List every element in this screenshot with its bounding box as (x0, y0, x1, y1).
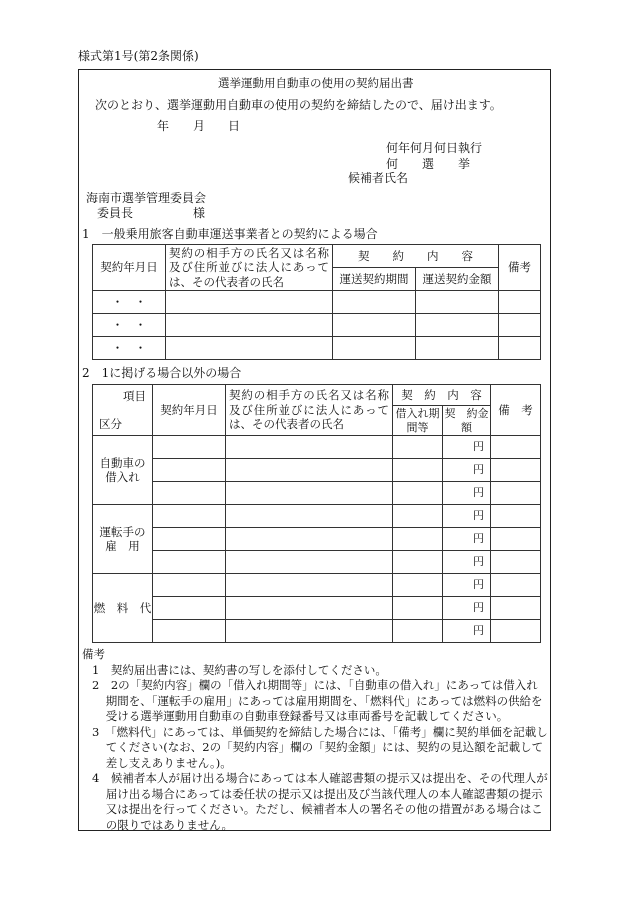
s2-cell[interactable] (226, 459, 393, 482)
section2-heading: 2 1に掲げる場合以外の場合 (82, 366, 242, 380)
note-item: 1 契約届出書には、契約書の写しを添付してください。 (92, 662, 387, 677)
s2-cell[interactable] (153, 436, 226, 459)
s2-amount-cell[interactable]: 円 (443, 528, 491, 551)
s2-cell[interactable] (226, 528, 393, 551)
addressee-chair: 委員長 様 (97, 206, 206, 220)
s1-header-remarks: 備考 (499, 245, 541, 291)
s2-header-party: 契約の相手方の氏名又は名称及び住所並びに法人にあっては、その代表者の氏名 (226, 385, 393, 436)
s2-cell[interactable] (491, 505, 541, 528)
election-date: 何年何月何日執行 (386, 141, 483, 155)
s2-amount-cell[interactable]: 円 (443, 482, 491, 505)
form-title: 選挙運動用自動車の使用の契約届出書 (218, 76, 414, 90)
s2-cell[interactable] (491, 574, 541, 597)
s2-cell[interactable] (393, 436, 443, 459)
s1-header-party: 契約の相手方の氏名又は名称及び住所並びに法人にあっては、その代表者の氏名 (166, 245, 333, 291)
notes-heading: 備考 (82, 647, 105, 661)
s2-header-contract: 契 約 内 容 (393, 385, 491, 406)
note-item: 4 候補者本人が届け出る場合にあっては本人確認書類の提示又は提出を、その代理人が届け出る場合にあっては委任状の提示又は提出及び当該代理人の本人確認書類の提示又は提出を行ってください。ただし、候補者本人の署名その他の措置がある場合はこの限りではありません。 (92, 771, 548, 832)
section2-table (92, 384, 541, 643)
s2-cell[interactable] (153, 551, 226, 574)
s2-cell[interactable] (153, 574, 226, 597)
note-item: 3 「燃料代」にあっては、単価契約を締結した場合には、「備考」欄に契約単価を記載してください(なお、2の「契約内容」欄の「契約金額」には、契約の見込額を記載して差し支えありません。)。 (92, 724, 548, 770)
s1-row-party[interactable] (166, 291, 333, 314)
intro-text: 次のとおり、選挙運動用自動車の使用の契約を締結したので、届け出ます。 (95, 98, 502, 112)
date-year: 年 (157, 119, 170, 133)
date-day: 日 (228, 119, 241, 133)
s2-amount-cell[interactable]: 円 (443, 574, 491, 597)
s2-cell[interactable] (491, 551, 541, 574)
s1-row-party[interactable] (166, 314, 333, 337)
s2-cell[interactable] (393, 482, 443, 505)
s2-cell[interactable] (491, 620, 541, 643)
s2-cell[interactable] (491, 459, 541, 482)
s1-row-period[interactable] (333, 337, 416, 360)
s2-header-item: 項目 (123, 389, 146, 403)
s2-cell[interactable] (226, 436, 393, 459)
addressee-committee: 海南市選挙管理委員会 (86, 191, 207, 205)
s2-cell[interactable] (491, 597, 541, 620)
s2-header-period: 借入れ期間等 (393, 406, 443, 436)
s1-header-date: 契約年月日 (93, 245, 166, 291)
s2-cell[interactable] (226, 620, 393, 643)
s2-cell[interactable] (153, 597, 226, 620)
s2-amount-cell[interactable]: 円 (443, 620, 491, 643)
s2-cell[interactable] (226, 482, 393, 505)
s1-row-remarks[interactable] (499, 314, 541, 337)
s2-group-label: 燃 料 代 (93, 574, 153, 643)
s1-row-period[interactable] (333, 291, 416, 314)
s2-amount-cell[interactable]: 円 (443, 459, 491, 482)
s2-cell[interactable] (393, 528, 443, 551)
form-number: 様式第1号(第2条関係) (78, 49, 199, 63)
s2-amount-cell[interactable]: 円 (443, 436, 491, 459)
s2-cell[interactable] (393, 620, 443, 643)
s2-amount-cell[interactable]: 円 (443, 505, 491, 528)
s2-cell[interactable] (393, 459, 443, 482)
s1-row-amount[interactable] (416, 291, 499, 314)
s2-cell[interactable] (153, 482, 226, 505)
s2-group-label: 運転手の雇 用 (93, 505, 153, 574)
s2-amount-cell[interactable]: 円 (443, 597, 491, 620)
s2-cell[interactable] (153, 459, 226, 482)
s2-cell[interactable] (491, 528, 541, 551)
note-item: 2 2の「契約内容」欄の「借入れ期間等」には、「自動車の借入れ」にあっては借入れ期間を、「運転手の雇用」にあっては雇用期間を、「燃料代」にあっては燃料の供給を受ける選挙運動用自動車の自動車登録番号又は車両番号を記載してください。 (92, 678, 543, 723)
s2-header-kubun: 区分 (99, 416, 122, 431)
election-name: 何 選 挙 (386, 157, 471, 171)
s1-row-date[interactable]: ・ ・ (93, 337, 166, 360)
s1-header-amount: 運送契約金額 (416, 268, 499, 291)
s1-row-date[interactable]: ・ ・ (93, 291, 166, 314)
s1-header-period: 運送契約期間 (333, 268, 416, 291)
s2-cell[interactable] (393, 597, 443, 620)
s1-row-amount[interactable] (416, 314, 499, 337)
s2-header-date: 契約年月日 (153, 385, 226, 436)
s2-cell[interactable] (226, 505, 393, 528)
section1-heading: 1 一般乗用旅客自動車運送事業者との契約による場合 (82, 227, 378, 241)
s2-cell[interactable] (226, 551, 393, 574)
candidate-name-label: 候補者氏名 (348, 171, 409, 185)
s2-cell[interactable] (153, 528, 226, 551)
s2-cell[interactable] (226, 574, 393, 597)
s1-row-amount[interactable] (416, 337, 499, 360)
s2-cell[interactable] (393, 505, 443, 528)
s2-header-amount: 契 約金 額 (444, 406, 500, 434)
s2-cell[interactable] (153, 620, 226, 643)
s2-cell[interactable] (491, 482, 541, 505)
date-month: 月 (193, 119, 206, 133)
s2-cell[interactable] (226, 597, 393, 620)
notes-section (82, 647, 548, 833)
s2-cell[interactable] (393, 574, 443, 597)
s1-row-remarks[interactable] (499, 291, 541, 314)
s1-header-contract: 契 約 内 容 (333, 245, 499, 268)
s2-header-remarks: 備 考 (491, 385, 541, 436)
s2-group-label: 自動車の借入れ (93, 436, 153, 505)
s1-row-date[interactable]: ・ ・ (93, 314, 166, 337)
s1-row-party[interactable] (166, 337, 333, 360)
s2-cell[interactable] (393, 551, 443, 574)
s2-cell[interactable] (153, 505, 226, 528)
s2-amount-cell[interactable]: 円 (443, 551, 491, 574)
section1-table (92, 244, 541, 360)
s1-row-remarks[interactable] (499, 337, 541, 360)
s2-header-item-kubun (93, 385, 153, 436)
s2-cell[interactable] (491, 436, 541, 459)
s1-row-period[interactable] (333, 314, 416, 337)
